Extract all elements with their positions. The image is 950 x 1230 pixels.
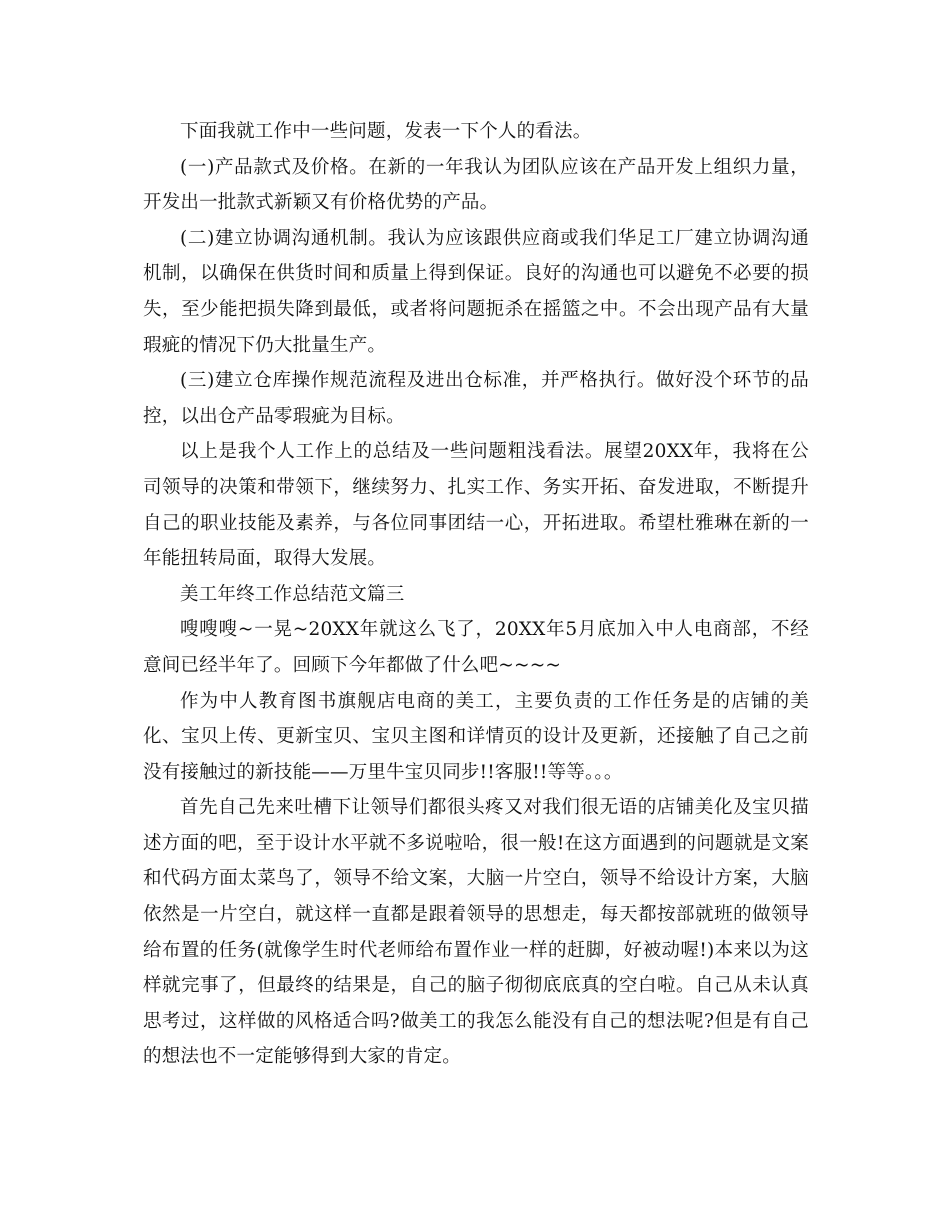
- section-heading: 美工年终工作总结范文篇三: [180, 583, 405, 605]
- paragraph-warehouse-process: (三)建立仓库操作规范流程及进出仓标准，并严格执行。做好没个环节的品控，以出仓产品零瑕疵为目标。: [143, 370, 809, 427]
- paragraph-summary-outlook: 以上是我个人工作上的总结及一些问题粗浅看法。展望20XX年，我将在公司领导的决策和带领下，继续努力、扎实工作、务实开拓、奋发进取，不断提升自己的职业技能及素养，与各位同事团结一心，开拓进取。希望杜雅琳在新的一年能扭转局面，取得大发展。: [143, 441, 809, 570]
- paragraph-product-style-price: (一)产品款式及价格。在新的一年我认为团队应该在产品开发上组织力量，开发出一批款式新颖又有价格优势的产品。: [143, 156, 809, 214]
- paragraph-intro: 下面我就工作中一些问题，发表一下个人的看法。: [180, 121, 592, 142]
- paragraph-role-duties: 作为中人教育图书旗舰店电商的美工，主要负责的工作任务是的店铺的美化、宝贝上传、更新宝贝、宝贝主图和详情页的设计及更新，还接触了自己之前没有接触过的新技能——万里牛宝贝同步!!客服!!等等。。。: [143, 690, 809, 783]
- paragraph-self-reflection: 首先自己先来吐槽下让领导们都很头疼又对我们很无语的店铺美化及宝贝描述方面的吧，至于设计水平就不多说啦哈，很一般!在这方面遇到的问题就是文案和代码方面太菜鸟了，领导不给文案，大脑一片空白，领导不给设计方案，大脑依然是一片空白，就这样一直都是跟着领导的思想走，每天都按部就班的做领导给布置的任务(就像学生时代老师给布置作业一样的赶脚，好被动喔!)本来以为这样就完事了，但最终的结果是，自己的脑子彻彻底底真的空白啦。自己从未认真思考过，这样做的风格适合吗?做美工的我怎么能没有自己的想法呢?但是有自己的想法也不一定能够得到大家的肯定。: [143, 797, 809, 1068]
- paragraph-half-year: 嗖嗖嗖~一晃~20XX年就这么飞了，20XX年5月底加入中人电商部，不经意间已经半年了。回顾下今年都做了什么吧~~~~: [143, 619, 809, 676]
- document-body: [143, 114, 809, 1075]
- paragraph-communication-mechanism: (二)建立协调沟通机制。我认为应该跟供应商或我们华足工厂建立协调沟通机制，以确保在供货时间和质量上得到保证。良好的沟通也可以避免不必要的损失，至少能把损失降到最低，或者将问题扼杀在摇篮之中。不会出现产品有大量瑕疵的情况下仍大批量生产。: [143, 227, 809, 356]
